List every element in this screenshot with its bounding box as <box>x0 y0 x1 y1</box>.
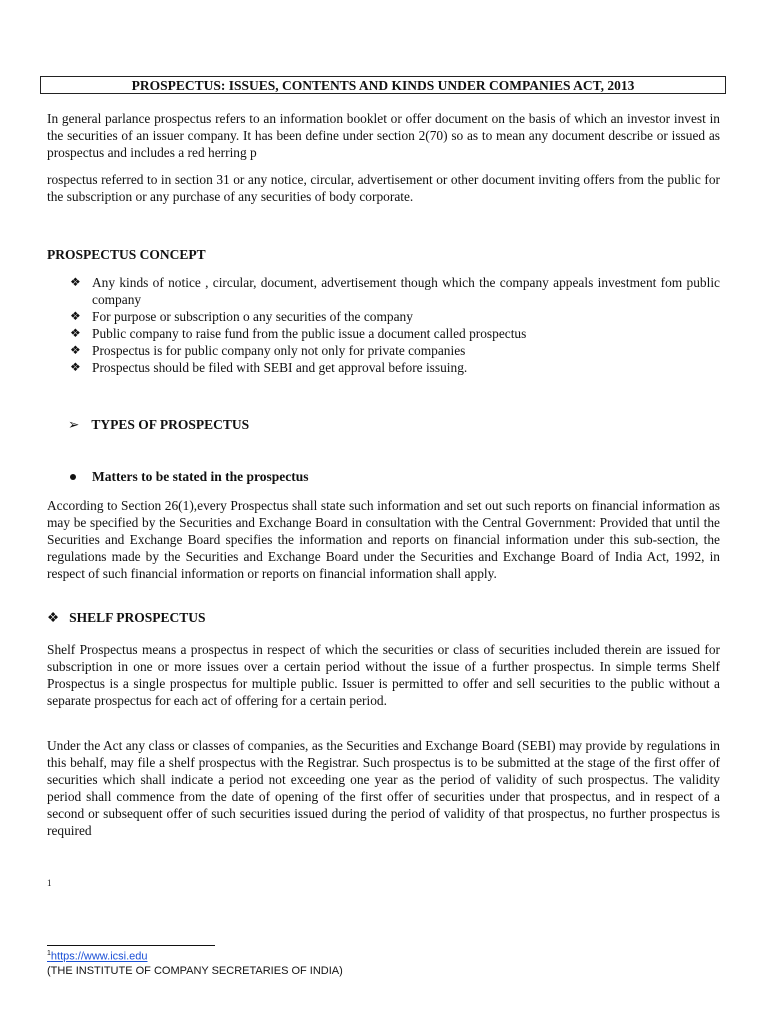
diamond-bullet-icon: ❖ <box>70 326 81 340</box>
footnote-divider <box>47 945 215 946</box>
diamond-bullet-icon: ❖ <box>47 610 60 625</box>
intro-paragraph-1: In general parlance prospectus refers to an information booklet or offer document on the basis of which an investor invest in the securities of an issuer company. It has been define under section 2(70) so as to mean any document describe or issued as prospectus and includes a red herring p <box>47 111 720 160</box>
list-item: ❖ Prospectus is for public company only not only for private companies <box>70 343 466 358</box>
footnote-link[interactable]: $^1$https://www.icsi.edu <box>47 950 148 963</box>
round-bullet-icon <box>70 474 76 480</box>
page-number: 1 <box>47 878 52 888</box>
shelf-heading: ❖ SHELF PROSPECTUS <box>47 610 206 625</box>
footnote-organization: (THE INSTITUTE OF COMPANY SECRETARIES OF INDIA) <box>47 965 343 977</box>
list-item: ❖ Public company to raise fund from the public issue a document called prospectus <box>70 326 527 341</box>
list-item: ❖ Any kinds of notice , circular, document, advertisement though which the company appeals investment fom public company <box>70 275 720 307</box>
matters-paragraph: According to Section 26(1),every Prospectus shall state such information and set out such reports on financial information as may be specified by the Securities and Exchange Board in consultation with the Central Government: Provided that until the Securities and Exchange Board specifies the information and reports on financial information under this sub-section, the regulations made by the Securities and Exchange Board under the Securities and Exchange Board of India Act, 1992, in respect of such financial information or reports on financial information shall apply. <box>47 498 720 581</box>
arrowhead-bullet-icon: ➢ <box>68 417 80 432</box>
diamond-bullet-icon: ❖ <box>70 343 81 357</box>
intro-paragraph-2: rospectus referred to in section 31 or any notice, circular, advertisement or other document inviting offers from the public for the subscription or any purchase of any securities of body corporate. <box>47 172 720 204</box>
shelf-paragraph-2: Under the Act any class or classes of companies, as the Securities and Exchange Board (SEBI) may provide by regulations in this behalf, may file a shelf prospectus with the Registrar. Such prospectus is to be submitted at the stage of the first offer of securities which shall indicate a period not exceeding one year as the period of validity of such prospectus. The validity period shall commence from the date of opening of the first offer of securities under that prospectus, and in respect of a second or subsequent offer of such securities issued during the period of validity of that prospectus, no further prospectus is required <box>47 738 720 838</box>
concept-bullet-list <box>70 274 720 376</box>
concept-heading: PROSPECTUS CONCEPT <box>47 247 206 262</box>
shelf-paragraph-1: Shelf Prospectus means a prospectus in respect of which the securities or class of securities included therein are issued for subscription in one or more issues over a certain period without the issue of a further prospectus. In simple terms Shelf Prospectus is a single prospectus for multiple public. Issuer is permitted to offer and sell securities to the public without a separate prospectus for each act of offering for a certain period. <box>47 642 720 708</box>
types-heading: ➢ TYPES OF PROSPECTUS <box>68 417 250 432</box>
footnote-mark: 1 <box>47 950 51 957</box>
diamond-bullet-icon: ❖ <box>70 275 81 289</box>
matters-heading: Matters to be stated in the prospectus <box>70 468 308 485</box>
diamond-bullet-icon: ❖ <box>70 360 81 374</box>
document-title: PROSPECTUS: ISSUES, CONTENTS AND KINDS UNDER COMPANIES ACT, 2013 <box>40 76 726 94</box>
diamond-bullet-icon: ❖ <box>70 309 81 323</box>
list-item: ❖ For purpose or subscription o any securities of the company <box>70 309 413 324</box>
list-item: ❖ Prospectus should be filed with SEBI and get approval before issuing. <box>70 360 468 375</box>
